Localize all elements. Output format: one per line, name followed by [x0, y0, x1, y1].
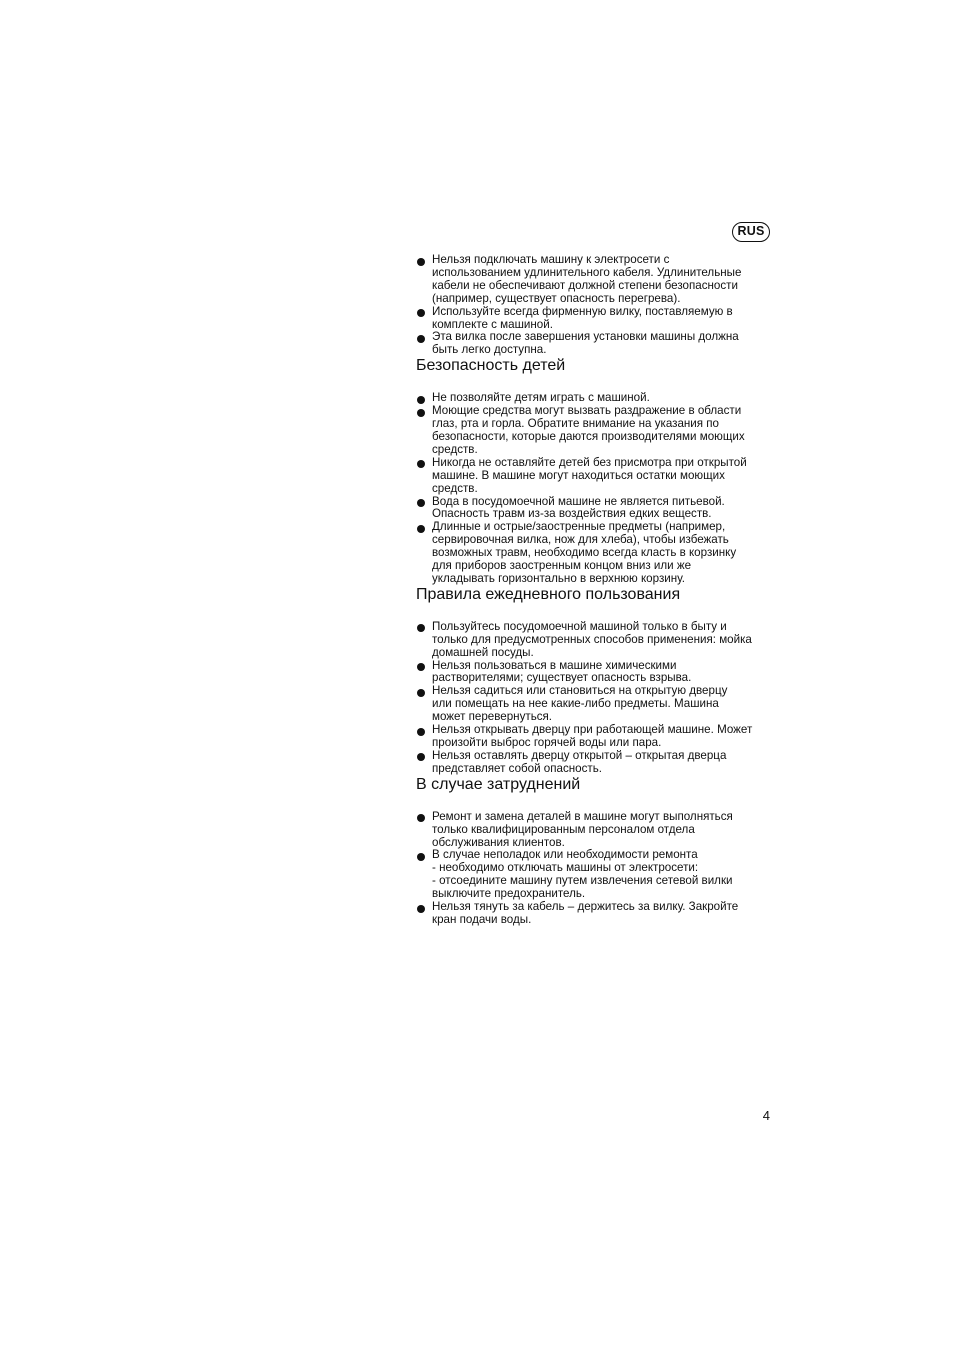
bullet-icon [417, 728, 425, 736]
list-item-text: Нельзя оставлять дверцу открытой – открытая дверца представляет собой опасность. [432, 748, 727, 775]
list-item [416, 306, 780, 332]
list-item [416, 660, 780, 686]
intro-list [416, 254, 780, 357]
bullet-icon [417, 663, 425, 671]
bullet-icon [417, 624, 425, 632]
list-item [416, 685, 780, 724]
bullet-icon [417, 460, 425, 468]
list-item [416, 405, 780, 457]
list-item-text: Ремонт и замена деталей в машине могут выполняться только квалифицированным персоналом отдела обслуживания клиентов. [432, 809, 733, 849]
list-item-text: Нельзя тянуть за кабель – держитесь за вилку. Закройте кран подачи воды. [432, 900, 739, 926]
list-item [416, 724, 780, 750]
list-item [416, 621, 780, 660]
list-item-text: Никогда не оставляйте детей без присмотра при открытой машине. В машине могут находиться остатки моющих средств. [432, 455, 747, 495]
list-item-text: В случае неполадок или необходимости ремонта - необходимо отключать машины от электросети: - отсоедините машину путем извлечения сетевой вилки выключите предохранитель. [432, 848, 733, 901]
list-item [416, 849, 780, 901]
list-item-text: Нельзя подключать машину к электросети с использованием удлинительного кабеля. Удлинительные кабели не обеспечивают должной степени безопасности (например, существует опасность перегрева). [432, 253, 742, 305]
list-item-text: Нельзя открывать дверцу при работающей машине. Может произойти выброс горячей воды или пара. [432, 723, 753, 749]
list-item-text: Не позволяйте детям играть с машиной. [432, 391, 650, 405]
list-item [416, 901, 780, 927]
bullet-icon [417, 258, 425, 266]
page-number: 4 [762, 1108, 770, 1123]
bullet-icon [417, 309, 425, 317]
bullet-icon [417, 525, 425, 533]
list-item [416, 457, 780, 496]
list-item [416, 331, 780, 357]
list-item-text: Нельзя садиться или становиться на открытую дверцу или помещать на нее какие-либо предметы. Машина может перевернуться. [432, 684, 728, 724]
list-item-text: Эта вилка после завершения установки машины должна быть легко доступна. [432, 330, 739, 357]
bullet-icon [417, 905, 425, 913]
list-item-text: Вода в посудомоечной машине не является питьевой. Опасность травм из-за воздействия едких веществ. [432, 494, 725, 521]
page-content [416, 254, 780, 927]
bullet-icon [417, 409, 425, 417]
list-item-text: Пользуйтесь посудомоечной машиной только в быту и только для предусмотренных способов применения: мойка домашней посуды. [432, 619, 752, 659]
list-item-text: Длинные и острые/заостренные предметы (например, сервировочная вилка, нож для хлеба), чтобы избежать возможных травм, необходимо всегда класть в корзинку для приборов заостренным концом вниз или же укладывать горизонтально в верхнюю корзину. [432, 520, 737, 585]
section-title-troubleshooting: В случае затруднений [416, 775, 581, 793]
list-item [416, 811, 780, 850]
list-item [416, 254, 780, 306]
daily-use-list [416, 621, 780, 776]
bullet-icon [417, 814, 425, 822]
bullet-icon [417, 853, 425, 861]
list-item [416, 521, 780, 586]
bullet-icon [417, 753, 425, 761]
troubleshooting-list [416, 811, 780, 927]
list-item [416, 750, 780, 776]
list-item [416, 496, 780, 522]
list-item-text: Моющие средства могут вызвать раздражение в области глаз, рта и горла. Обратите внимание на указания по безопасности, которые даются производителями моющих средств. [432, 404, 745, 456]
child-safety-list [416, 392, 780, 586]
list-item-text: Нельзя пользоваться в машине химическими растворителями; существует опасность взрыва. [432, 658, 692, 685]
bullet-icon [417, 335, 425, 343]
bullet-icon [417, 499, 425, 507]
language-badge: RUS [732, 222, 770, 242]
section-title-child-safety: Безопасность детей [416, 357, 566, 375]
list-item-text: Используйте всегда фирменную вилку, поставляемую в комплекте с машиной. [432, 304, 733, 331]
bullet-icon [417, 689, 425, 697]
section-title-daily-use: Правила ежедневного пользования [416, 585, 681, 603]
bullet-icon [417, 396, 425, 404]
